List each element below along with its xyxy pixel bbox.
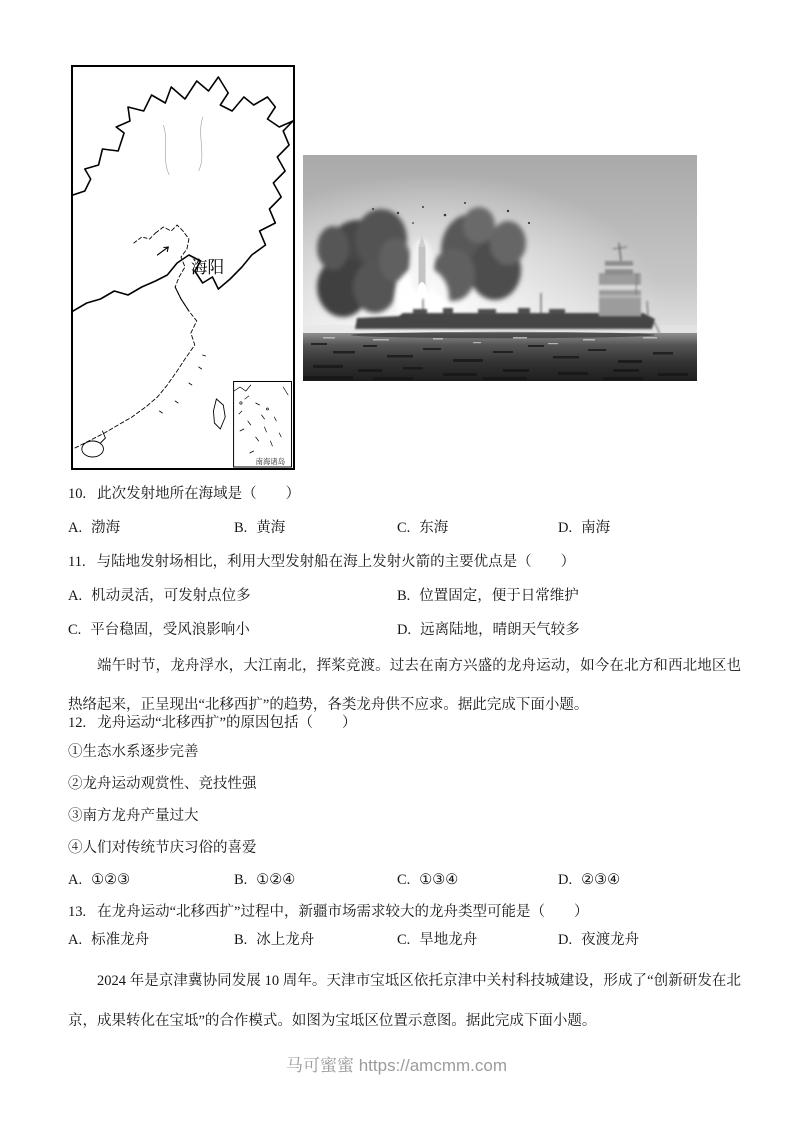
- option-12-b[interactable]: B. ①②④: [234, 872, 296, 888]
- sea-launch-photo: [303, 155, 697, 381]
- china-coast-map-figure: [71, 65, 295, 470]
- question-12-item-2: ②龙舟运动观赏性、竞技性强: [68, 776, 257, 792]
- question-11-number: 11.: [68, 554, 86, 570]
- sea-launch-photo-drawing: [303, 155, 697, 381]
- map-rivers: [163, 117, 202, 175]
- option-12-c[interactable]: C. ①③④: [397, 872, 459, 888]
- question-13-stem: 13. 在龙舟运动“北移西扩”过程中，新疆市场需求较大的龙舟类型可能是（ ）: [68, 904, 589, 920]
- question-12-options: [68, 870, 741, 890]
- question-12-number: 12.: [68, 715, 87, 731]
- question-11-stem: 11. 与陆地发射场相比，利用大型发射船在海上发射火箭的主要优点是（ ）: [68, 554, 576, 570]
- option-13-d[interactable]: D. 夜渡龙舟: [558, 932, 640, 948]
- option-10-c[interactable]: C. 东海: [397, 520, 449, 536]
- option-11-d[interactable]: D. 远离陆地，晴朗天气较多: [397, 622, 580, 638]
- question-12-item-1: ①生态水系逐步完善: [68, 744, 199, 760]
- option-10-a[interactable]: A. 渤海: [68, 520, 121, 536]
- south-china-sea-inset: [234, 382, 292, 468]
- passage-jingjinji: 2024 年是京津冀协同发展 10 周年。天津市宝坻区依托京津中关村科技城建设，形成了“创新研发在北京，成果转化在宝坻”的合作模式。如图为宝坻区位置示意图。据此完成下面小题。: [68, 973, 741, 1029]
- option-13-a[interactable]: A. 标准龙舟: [68, 932, 150, 948]
- question-10-number: 10.: [68, 486, 87, 502]
- option-12-a[interactable]: A. ①②③: [68, 872, 131, 888]
- question-11-options-ab: [68, 586, 741, 606]
- option-10-b[interactable]: B. 黄海: [234, 520, 286, 536]
- option-13-b[interactable]: B. 冰上龙舟: [234, 932, 315, 948]
- passage-dragon-boat: 端午时节，龙舟浮水，大江南北，挥桨竞渡。过去在南方兴盛的龙舟运动，如今在北方和西北地区也热络起来，正呈现出“北移西扩”的趋势，各类龙舟供不应求。据此完成下面小题。: [68, 658, 741, 713]
- question-12-item-3: ③南方龙舟产量过大: [68, 808, 199, 824]
- option-10-d[interactable]: D. 南海: [558, 520, 611, 536]
- china-coast-map-drawing: [73, 67, 293, 468]
- question-13-options: [68, 930, 741, 950]
- option-11-c[interactable]: C. 平台稳固，受风浪影响小: [68, 622, 250, 638]
- option-12-d[interactable]: D. ②③④: [558, 872, 621, 888]
- option-13-c[interactable]: C. 旱地龙舟: [397, 932, 478, 948]
- haiyang-label: 海阳: [190, 257, 225, 278]
- option-11-a[interactable]: A. 机动灵活，可发射点位多: [68, 588, 251, 604]
- ship-waterline-shadow: [351, 332, 655, 338]
- footer-site-link[interactable]: 马可蜜蜜 https://amcmm.com: [285, 1056, 508, 1075]
- question-11-options-cd: [68, 620, 741, 640]
- map-bold-boundary: [73, 77, 293, 311]
- question-13-number: 13.: [68, 904, 87, 920]
- site-footer: [0, 1051, 793, 1076]
- option-11-b[interactable]: B. 位置固定，便于日常维护: [397, 588, 579, 604]
- question-12-stem: 12. 龙舟运动“北移西扩”的原因包括（ ）: [68, 715, 357, 731]
- inset-label: 南海诸岛: [255, 456, 286, 467]
- question-10-options: [68, 518, 741, 538]
- sea: [303, 333, 697, 381]
- question-12-item-4: ④人们对传统节庆习俗的喜爱: [68, 840, 257, 856]
- haiyang-pointer-arrow: [157, 247, 168, 255]
- question-10-stem: 10. 此次发射地所在海域是（ ）: [68, 486, 301, 502]
